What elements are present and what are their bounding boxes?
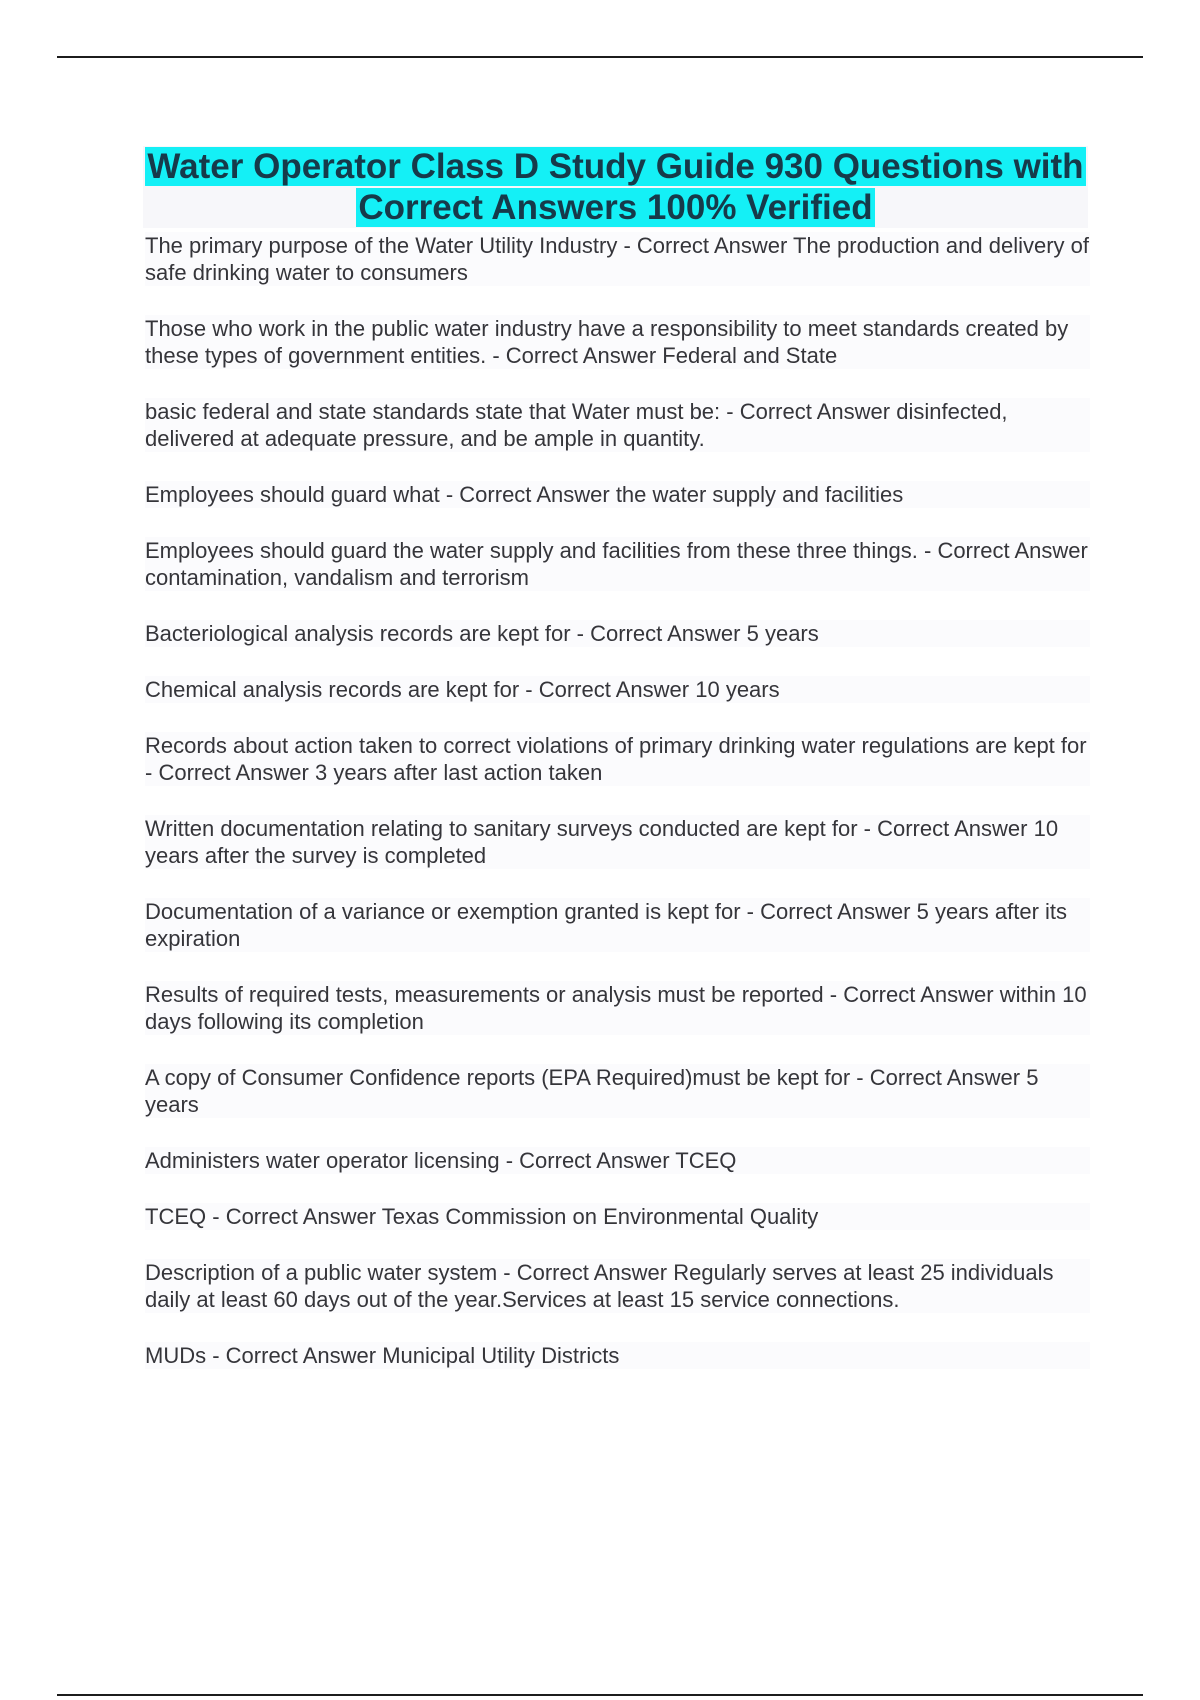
question-text: Description of a public water system — [145, 1260, 498, 1285]
qa-list — [145, 232, 1090, 1369]
answer-text: Texas Commission on Environmental Quality — [381, 1204, 819, 1229]
answer-label: Correct Answer — [590, 621, 741, 646]
separator: - — [145, 760, 159, 785]
separator: - — [499, 1148, 520, 1173]
separator: - — [617, 233, 637, 258]
qa-item — [145, 1203, 1090, 1230]
answer-text: the water supply and facilities — [615, 482, 904, 507]
answer-text: contamination, vandalism and terrorism — [145, 565, 529, 590]
separator: - — [740, 899, 761, 924]
qa-item — [145, 1259, 1090, 1313]
question-text: basic federal and state standards state that Water must be: — [145, 399, 721, 424]
question-text: Results of required tests, measurements or analysis must be reported — [145, 982, 824, 1007]
answer-text: 5 years — [145, 1065, 1039, 1117]
answer-label: Correct Answer — [877, 816, 1028, 841]
qa-item — [145, 1147, 1090, 1174]
answer-text: 5 years after its expiration — [145, 899, 1068, 951]
qa-item — [145, 481, 1090, 508]
answer-label: Correct Answer — [538, 677, 690, 702]
answer-text: within 10 days following its completion — [145, 982, 1087, 1034]
top-rule — [57, 56, 1143, 58]
question-text: MUDs — [145, 1343, 207, 1368]
answer-label: Correct Answer — [636, 233, 788, 258]
answer-text: TCEQ — [675, 1148, 737, 1173]
separator: - — [519, 677, 539, 702]
qa-item — [145, 398, 1090, 452]
separator: - — [850, 1065, 870, 1090]
separator: - — [823, 982, 844, 1007]
qa-item — [145, 232, 1090, 286]
document-title — [143, 146, 1088, 228]
answer-text: 10 years — [695, 677, 780, 702]
question-text: Administers water operator licensing — [145, 1148, 500, 1173]
qa-item — [145, 315, 1090, 369]
question-text: Records about action taken to correct violations of primary drinking water regulations are kept for — [145, 733, 1087, 758]
answer-label: Correct Answer — [760, 899, 911, 924]
separator: - — [439, 482, 460, 507]
bottom-rule — [57, 1694, 1143, 1696]
question-text: TCEQ — [145, 1204, 207, 1229]
qa-item — [145, 620, 1090, 647]
question-text: Written documentation relating to sanitary surveys conducted are kept for — [145, 816, 858, 841]
answer-label: Correct Answer — [516, 1260, 668, 1285]
answer-label: Correct Answer — [225, 1204, 377, 1229]
qa-item — [145, 1342, 1090, 1369]
separator: - — [917, 538, 938, 563]
question-text: Documentation of a variance or exemption granted is kept for — [145, 899, 741, 924]
answer-text: Municipal Utility Districts — [382, 1343, 620, 1368]
answer-text: disinfected, delivered at adequate pressure, and be ample in quantity. — [145, 399, 1008, 451]
answer-text: 3 years after last action taken — [314, 760, 603, 785]
separator: - — [206, 1343, 226, 1368]
qa-item — [145, 815, 1090, 869]
question-text: Bacteriological analysis records are kept for — [145, 621, 571, 646]
answer-label: Correct Answer — [158, 760, 309, 785]
answer-label: Correct Answer — [739, 399, 891, 424]
separator: - — [857, 816, 878, 841]
title-block — [143, 146, 1088, 228]
question-text: Chemical analysis records are kept for — [145, 677, 520, 702]
qa-item — [145, 676, 1090, 703]
answer-label: Correct Answer — [843, 982, 994, 1007]
separator: - — [206, 1204, 226, 1229]
qa-item — [145, 537, 1090, 591]
separator: - — [720, 399, 740, 424]
separator: - — [486, 343, 506, 368]
question-text: A copy of Consumer Confidence reports (EPA Required)must be kept for — [145, 1065, 851, 1090]
qa-item — [145, 898, 1090, 952]
answer-label: Correct Answer — [869, 1065, 1021, 1090]
answer-text: Regularly serves at least 25 individuals daily at least 60 days out of the year.Services at least 15 service connections. — [145, 1260, 1054, 1312]
qa-item — [145, 1064, 1090, 1118]
answer-label: Correct Answer — [459, 482, 610, 507]
qa-item — [145, 732, 1090, 786]
answer-text: The production and delivery of safe drinking water to consumers — [145, 233, 1089, 285]
document-body — [145, 146, 1090, 1398]
question-text: Employees should guard what — [145, 482, 440, 507]
answer-label: Correct Answer — [937, 538, 1088, 563]
title-highlight: Water Operator Class D Study Guide 930 Questions with Correct Answers 100% Verified — [147, 147, 1084, 227]
qa-item — [145, 981, 1090, 1035]
answer-text: 10 years after the survey is completed — [145, 816, 1059, 868]
question-text: The primary purpose of the Water Utility Industry — [145, 233, 618, 258]
question-text: Employees should guard the water supply and facilities from these three things. — [145, 538, 918, 563]
answer-text: Federal and State — [662, 343, 838, 368]
answer-text: 5 years — [746, 621, 819, 646]
answer-label: Correct Answer — [225, 1343, 377, 1368]
question-text: Those who work in the public water industry have a responsibility to meet standards created by these types of government entities. — [145, 316, 1069, 368]
separator: - — [570, 621, 591, 646]
answer-label: Correct Answer — [505, 343, 657, 368]
answer-label: Correct Answer — [519, 1148, 670, 1173]
separator: - — [497, 1260, 517, 1285]
